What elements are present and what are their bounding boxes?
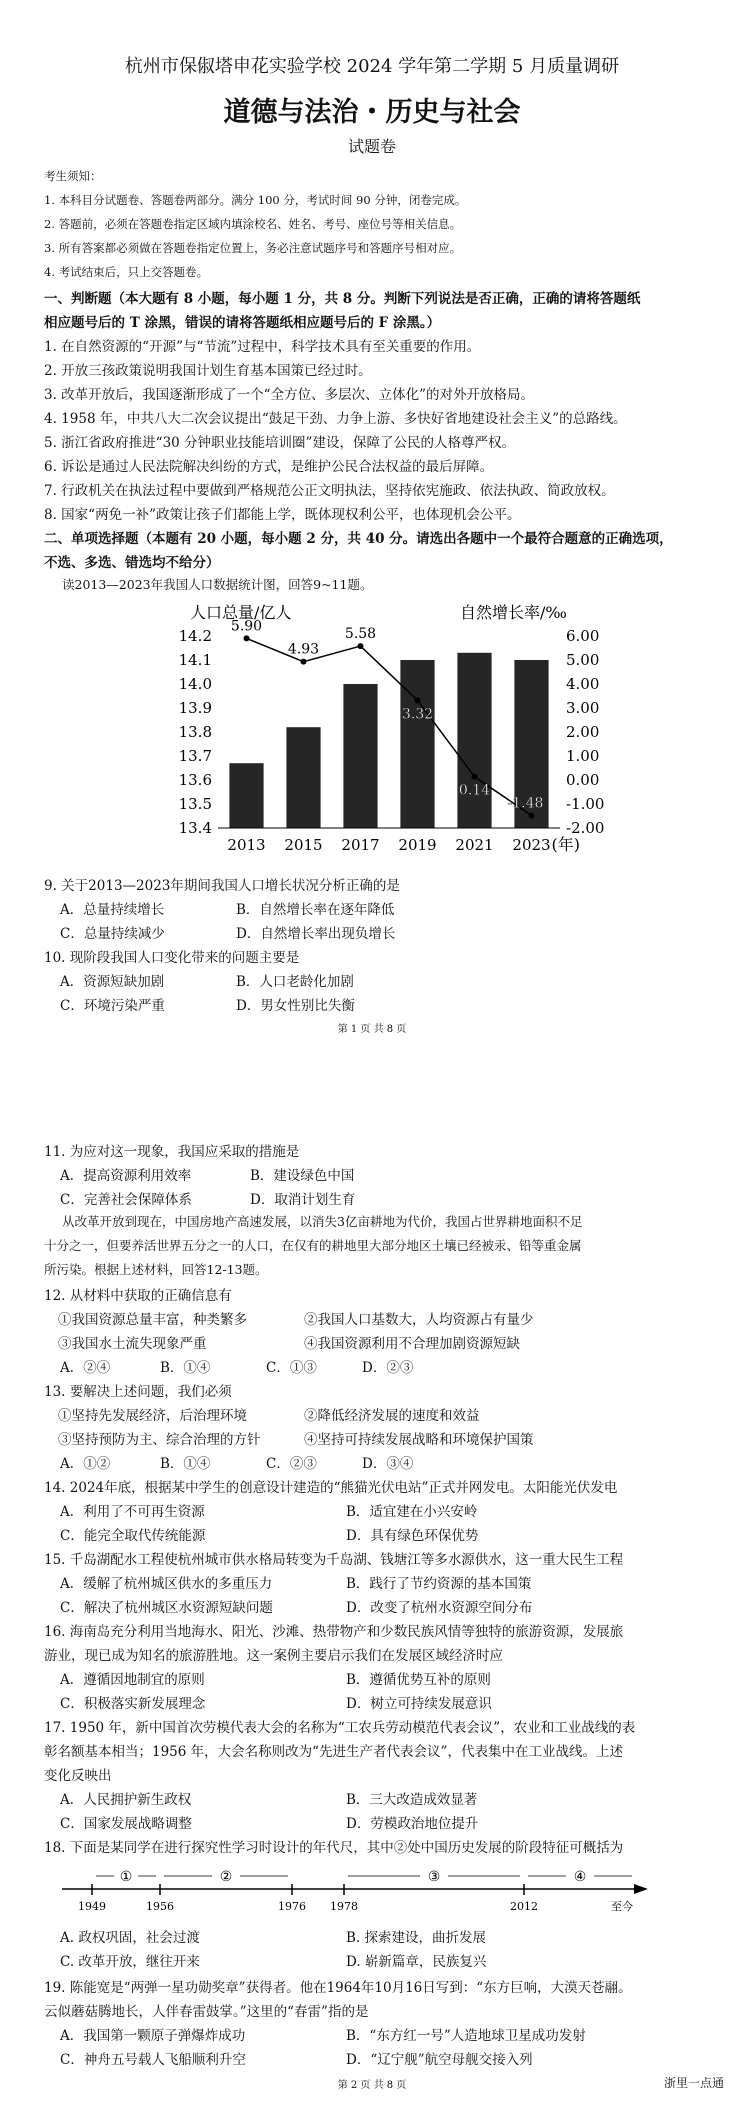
bar-series: [229, 653, 548, 828]
page-footer-1: 第 1 页 共 8 页: [337, 1024, 407, 1035]
q9-option-d: D．自然增长率出现负增长: [236, 926, 396, 942]
x-tick-2019: 2019: [398, 836, 437, 854]
q10-option-a: A．资源短缺加剧: [60, 974, 165, 990]
y2-tick-label: -1.00: [566, 795, 605, 813]
timeline-year-1978: 1978: [330, 1900, 358, 1913]
q10-option-c: C．环境污染严重: [60, 998, 165, 1014]
page-footer-2: 第 2 页 共 8 页: [337, 2080, 407, 2091]
y2-tick-label: -2.00: [566, 819, 605, 837]
school-title: 杭州市保俶塔申花实验学校 2024 学年第二学期 5 月质量调研: [124, 56, 620, 77]
notice-item-2: 2. 答题前，必须在答题卷指定区域内填涂校名、姓名、考号、座位号等相关信息。: [44, 217, 462, 231]
judge-item-2: 2. 开放三孩政策说明我国计划生育基本国策已经过时。: [44, 363, 372, 379]
bar-2013: [229, 763, 263, 828]
y2-tick-label: 0.00: [566, 771, 600, 789]
q16-option-a: A．遵循因地制宜的原则: [60, 1672, 205, 1688]
timeline-segment-2: ②: [219, 1869, 233, 1885]
population-chart: [160, 596, 630, 868]
y-tick-label: 13.5: [178, 795, 212, 813]
timeline-year-1956: 1956: [146, 1900, 174, 1913]
q11-option-b: B．建设绿色中国: [250, 1168, 355, 1184]
growth-point-2019: [415, 697, 421, 703]
q14-option-b: B．适宜建在小兴安岭: [346, 1504, 478, 1520]
q14-option-c: C．能完全取代传统能源: [60, 1528, 206, 1544]
judge-item-5: 5. 浙江省政府推进“30 分钟职业技能培训圈”建设，保障了公民的人格尊严权。: [44, 435, 515, 451]
q16-stem-line1: 16. 海南岛充分利用当地海水、阳光、沙滩、热带物产和少数民族风情等独特的旅游资源，发展旅: [44, 1624, 624, 1640]
q13-option-c: C．②③: [266, 1456, 317, 1472]
q16-option-c: C．积极落实新发展理念: [60, 1696, 206, 1712]
notice-item-4: 4. 考试结束后，只上交答题卷。: [44, 265, 209, 279]
subject-title: 道德与法治・历史与社会: [223, 97, 521, 128]
timeline-year-1949: 1949: [78, 1900, 106, 1913]
timeline-segment-1: ①: [119, 1869, 133, 1885]
judge-item-7: 7. 行政机关在执法过程中要做到严格规范公正文明执法，坚持依宪施政、依法执政、简政放权。: [44, 483, 615, 499]
q14-option-a: A．利用了不可再生资源: [60, 1504, 205, 1520]
y-tick-label: 13.4: [178, 819, 212, 837]
q19-option-d: D．“辽宁舰”航空母舰交接入列: [346, 2052, 533, 2068]
section1-title-line2: 相应题号后的 T 涂黑，错误的请将答题纸相应题号后的 F 涂黑。）: [44, 315, 441, 331]
judge-item-1: 1. 在自然资源的“开源”与“节流”过程中，科学技术具有至关重要的作用。: [44, 339, 481, 355]
q17-stem-line3: 变化反映出: [44, 1768, 112, 1784]
q9-option-c: C．总量持续减少: [60, 926, 165, 942]
q18-option-d: D. 崭新篇章，民族复兴: [346, 1954, 487, 1970]
q12-option-a: A．②④: [60, 1360, 111, 1376]
y-tick-label: 13.6: [178, 771, 212, 789]
q18-option-b: B. 探索建设，曲折发展: [346, 1930, 487, 1946]
q18-option-a: A. 政权巩固，社会过渡: [60, 1930, 200, 1946]
q13-option-a: A．①②: [60, 1456, 111, 1472]
q14-option-d: D．具有绿色环保优势: [346, 1528, 479, 1544]
q14-stem: 14. 2024年底，根据某中学生的创意设计建造的“熊猫光伏电站”正式并网发电。太阳能光伏发电: [44, 1480, 618, 1496]
q16-option-d: D．树立可持续发展意识: [346, 1696, 492, 1712]
growth-label-2017: 5.58: [344, 626, 377, 643]
bar-2017: [343, 684, 377, 828]
timeline-end-label: 至今: [611, 1900, 633, 1913]
q12-statement-4: ④我国资源利用不合理加剧资源短缺: [304, 1336, 520, 1352]
q10-option-d: D．男女性别比失衡: [236, 998, 355, 1014]
page-2: [0, 1140, 744, 2104]
q17-option-d: D．劳模政治地位提升: [346, 1816, 479, 1832]
q19-option-b: B．“东方红一号”人造地球卫星成功发射: [346, 2028, 586, 2044]
q13-statement-2: ②降低经济发展的速度和效益: [304, 1408, 480, 1424]
q17-stem-line1: 17. 1950 年，新中国首次劳模代表大会的名称为“工农兵劳动模范代表会议”，农业和工业战线的表: [44, 1720, 636, 1736]
bar-2015: [286, 727, 320, 828]
growth-label-2021: 0.14: [458, 782, 491, 799]
y-tick-label: 13.9: [178, 699, 212, 717]
notice-item-1: 1. 本科目分试题卷、答题卷两部分。满分 100 分，考试时间 90 分钟，闭卷完成。: [44, 193, 467, 207]
growth-point-2021: [472, 774, 478, 780]
q15-stem: 15. 千岛湖配水工程使杭州城市供水格局转变为千岛湖、钱塘江等多水源供水，这一重大民生工程: [44, 1552, 624, 1568]
q18-option-c: C. 改革开放，继往开来: [60, 1954, 200, 1970]
q11-option-a: A．提高资源利用效率: [60, 1168, 192, 1184]
y2-tick-label: 4.00: [566, 675, 600, 693]
q18-stem: 18. 下面是某同学在进行探究性学习时设计的年代尺，其中②处中国历史发展的阶段特征可概括为: [44, 1840, 624, 1856]
line-series: [231, 618, 544, 818]
growth-label-2015: 4.93: [287, 641, 320, 658]
y-tick-label: 14.2: [178, 627, 212, 645]
judge-item-6: 6. 诉讼是通过人民法院解决纠纷的方式，是维护公民合法权益的最后屏障。: [44, 459, 494, 475]
timeline-year-2012: 2012: [510, 1900, 538, 1913]
q11-option-c: C．完善社会保障体系: [60, 1192, 192, 1208]
q16-option-b: B．遵循优势互补的原则: [346, 1672, 491, 1688]
y-tick-label: 13.7: [178, 747, 212, 765]
q17-option-b: B．三大改造成效显著: [346, 1792, 478, 1808]
q12-option-c: C．①③: [266, 1360, 317, 1376]
q15-option-c: C．解决了杭州城区水资源短缺问题: [60, 1600, 273, 1616]
notice-item-3: 3. 所有答案都必须做在答题卷指定位置上，务必注意试题序号和答题序号相对应。: [44, 241, 462, 255]
chart-ylabel: 人口总量/亿人: [190, 603, 292, 622]
y2-tick-label: 6.00: [566, 627, 600, 645]
q13-statement-1: ①坚持先发展经济，后治理环境: [58, 1408, 247, 1424]
x-tick-2015: 2015: [284, 836, 323, 854]
growth-label-2023: -1.48: [507, 795, 544, 812]
q19-option-a: A．我国第一颗原子弹爆炸成功: [60, 2028, 246, 2044]
x-tick-2017: 2017: [341, 836, 380, 854]
bar-2021: [457, 653, 491, 828]
judge-item-8: 8. 国家“两免一补”政策让孩子们都能上学，既体现权利公平，也体现机会公平。: [44, 507, 521, 523]
x-tick-2021: 2021: [455, 836, 494, 854]
q15-option-b: B．践行了节约资源的基本国策: [346, 1576, 532, 1592]
q13-statement-4: ④坚持可持续发展战略和环境保护国策: [304, 1432, 534, 1448]
q10-stem: 10. 现阶段我国人口变化带来的问题主要是: [44, 950, 300, 966]
judge-item-4: 4. 1958 年，中共八大二次会议提出“鼓足干劲、力争上游、多快好省地建设社会主义”的总路线。: [44, 411, 627, 427]
chart-intro: 读2013—2023年我国人口数据统计图，回答9~11题。: [62, 577, 373, 592]
q9-option-b: B．自然增长率在逐年降低: [236, 902, 395, 918]
bar-2019: [400, 660, 434, 828]
y-axis-ticks: [179, 627, 212, 837]
q9-stem: 9. 关于2013—2023年期间我国人口增长状况分析正确的是: [44, 878, 400, 894]
growth-point-2017: [358, 643, 364, 649]
q15-option-a: A．缓解了杭州城区供水的多重压力: [60, 1576, 273, 1592]
paper-title: 试题卷: [347, 137, 396, 156]
judge-item-3: 3. 改革开放后，我国逐渐形成了一个“全方位、多层次、立体化”的对外开放格局。: [44, 387, 534, 403]
q17-option-a: A．人民拥护新生政权: [60, 1792, 192, 1808]
material-line-2: 十分之一，但要养活世界五分之一的人口，在仅有的耕地里大部分地区土壤已经被汞、铅等重金属: [44, 1238, 582, 1253]
timeline: [62, 1864, 662, 1920]
x-axis-ticks: [227, 836, 550, 854]
q9-option-a: A．总量持续增长: [60, 902, 165, 918]
q13-stem: 13. 要解决上述问题，我们必须: [44, 1384, 232, 1400]
y-tick-label: 13.8: [178, 723, 212, 741]
chart-y2label: 自然增长率/‰: [460, 603, 567, 622]
growth-label-2013: 5.90: [230, 618, 263, 635]
section1-title-line1: 一、判断题（本大题有 8 小题，每小题 1 分，共 8 分。判断下列说法是否正确，正确的请将答题纸: [44, 291, 641, 307]
timeline-year-1976: 1976: [278, 1900, 306, 1913]
q12-option-d: D．②③: [362, 1360, 414, 1376]
q11-stem: 11. 为应对这一现象，我国应采取的措施是: [44, 1144, 300, 1160]
y2-axis-ticks: [566, 627, 604, 837]
q19-stem-line2: 云似蘑菇腾地长，人伴春雷鼓掌。”这里的“春雷”指的是: [44, 2004, 369, 2020]
q13-option-d: D．③④: [362, 1456, 414, 1472]
q12-statement-2: ②我国人口基数大，人均资源占有量少: [304, 1312, 534, 1328]
watermark: 浙里一点通: [664, 2076, 725, 2090]
y2-tick-label: 5.00: [566, 651, 600, 669]
y2-tick-label: 2.00: [566, 723, 600, 741]
q12-statement-3: ③我国水土流失现象严重: [58, 1336, 207, 1352]
q19-option-c: C．神舟五号载人飞船顺利升空: [60, 2052, 246, 2068]
q10-option-b: B．人口老龄化加剧: [236, 974, 354, 990]
q12-stem: 12. 从材料中获取的正确信息有: [44, 1288, 232, 1304]
q16-stem-line2: 游业，现已成为知名的旅游胜地。这一案例主要启示我们在发展区域经济时应: [44, 1648, 503, 1664]
x-tick-2013: 2013: [227, 836, 266, 854]
q19-stem-line1: 19. 陈能宽是“两弹一星功勋奖章”获得者。他在1964年10月16日写到：“东方巨响，大漠天苍翮。: [44, 1980, 632, 1996]
growth-point-2015: [301, 659, 307, 665]
material-line-1: 从改革开放到现在，中国房地产高速发展，以消失3亿亩耕地为代价，我国占世界耕地面积不足: [62, 1214, 583, 1229]
growth-point-2013: [244, 635, 250, 641]
y2-tick-label: 3.00: [566, 699, 600, 717]
timeline-segment-4: ④: [573, 1869, 587, 1885]
y-tick-label: 14.1: [178, 651, 212, 669]
q17-option-c: C．国家发展战略调整: [60, 1816, 192, 1832]
y-tick-label: 14.0: [178, 675, 212, 693]
section2-title-line1: 二、单项选择题（本题有 20 小题，每小题 2 分，共 40 分。请选出各题中一个最符合题意的正确选项，: [44, 531, 673, 547]
q17-stem-line2: 彰名额基本相当；1956 年，大会名称则改为“先进生产者代表会议”，代表集中在工业战线。上述: [44, 1744, 623, 1760]
timeline-segment-3: ③: [427, 1869, 441, 1885]
growth-label-2019: 3.32: [401, 706, 434, 723]
y2-tick-label: 1.00: [566, 747, 600, 765]
notice-title: 考生须知：: [44, 169, 102, 183]
q13-option-b: B．①④: [160, 1456, 211, 1472]
q12-option-b: B．①④: [160, 1360, 211, 1376]
q15-option-d: D．改变了杭州水资源空间分布: [346, 1600, 533, 1616]
q11-option-d: D．取消计划生育: [250, 1192, 356, 1208]
x-tick-2023: 2023: [512, 836, 551, 854]
section2-title-line2: 不选、多选、错选均不给分）: [44, 555, 220, 571]
growth-point-2023: [529, 813, 535, 819]
material-line-3: 所污染。根据上述材料，回答12-13题。: [44, 1262, 268, 1277]
chart-xlabel: (年): [551, 835, 580, 854]
q13-statement-3: ③坚持预防为主、综合治理的方针: [58, 1432, 261, 1448]
q12-statement-1: ①我国资源总量丰富，种类繁多: [58, 1312, 247, 1328]
